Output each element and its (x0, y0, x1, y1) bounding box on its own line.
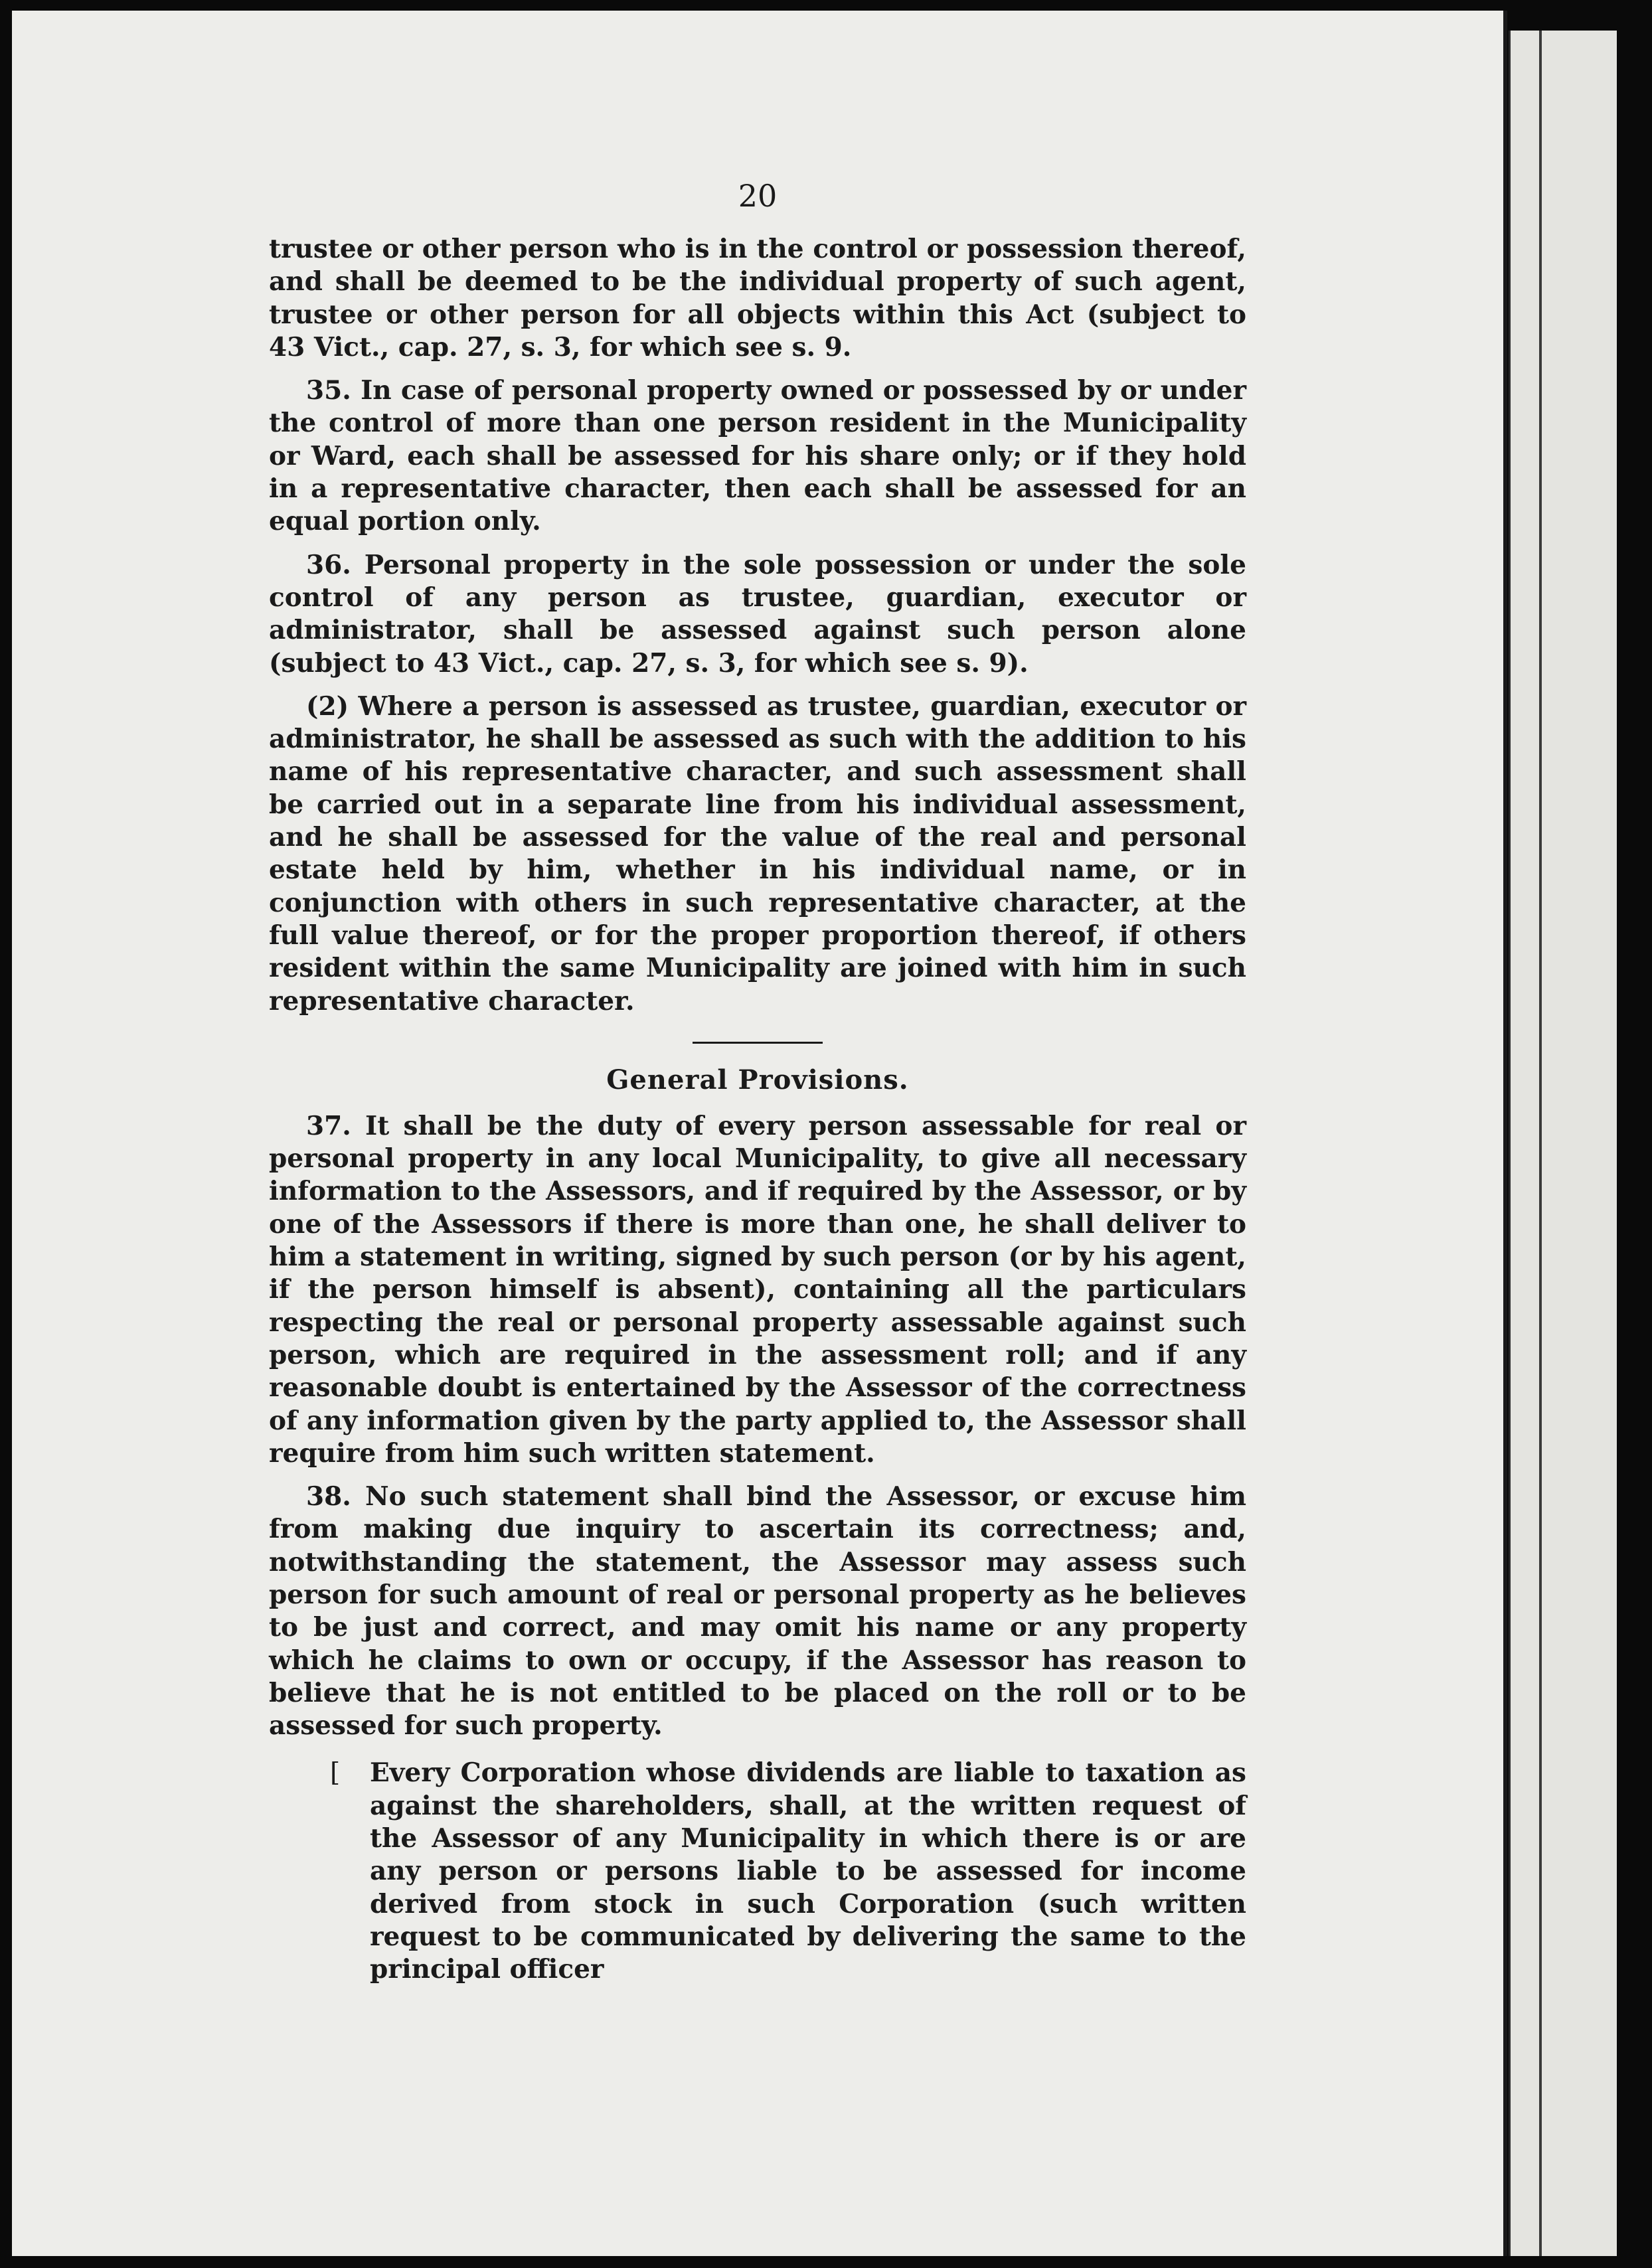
paragraph-section-35: 35. In case of personal property owned or possessed by or under the control of more than one person resident in the Municipality or Ward, each shall be assessed for his share only; or if they hold in a representative character, then each shall be assessed for an equal portion only. (269, 375, 1246, 537)
bracket-mark: [ (330, 1758, 341, 1789)
section-heading: General Provisions. (606, 1064, 909, 1095)
paragraph-section-37: 37. It shall be the duty of every person assessable for real or personal property in any local Municipality, to give all necessary information to the Assessors, and if required by the Assessor, or by one of the Assessors if there is more than one, he shall deliver to him a statement in writing, signed by such person (or by his agent, if the person himself is absent), containing all the particulars respecting the real or personal property assessable against such person, which are required in the assessment roll; and if any reasonable doubt is entertained by the Assessor of the correctness of any information given by the party applied to, the Assessor shall require from him such written statement. (269, 1110, 1246, 1469)
bracketed-paragraph (269, 1757, 1246, 1986)
section-divider (693, 1042, 823, 1044)
paragraph-section-38: 38. No such statement shall bind the Assessor, or excuse him from making due inquiry to ascertain its correctness; and, notwithstanding the statement, the Assessor may assess such person for such amount of real or personal property as he believes to be just and correct, and may omit his name or any property which he claims to own or occupy, if the Assessor has reason to believe that he is not entitled to be placed on the roll or to be assessed for such property. (269, 1481, 1246, 1742)
underlying-page-edge (1509, 31, 1617, 2256)
page-number: 20 (738, 178, 778, 214)
paragraph-continued: trustee or other person who is in the control or possession thereof, and shall be deemed to be the individual property of such agent, trustee or other person for all objects within this Act (subject to 43 Vict., cap. 27, s. 3, for which see s. 9. (269, 234, 1246, 363)
bracketed-paragraph-text: Every Corporation whose dividends are liable to taxation as against the shareholders, shall, at the written request of the Assessor of any Municipality in which there is or are any person or persons liable to be assessed for income derived from stock in such Corporation (such written request to be communicated by delivering the same to the principal officer (370, 1757, 1246, 1985)
paragraph-section-36: 36. Personal property in the sole possession or under the sole control of any person as trustee, guardian, executor or administrator, shall be assessed against such person alone (subject to 43 Vict., cap. 27, s. 3, for which see s. 9). (269, 549, 1246, 679)
page-text (269, 176, 1246, 1986)
page-edge-line (1539, 31, 1542, 2256)
paragraph-section-36-2: (2) Where a person is assessed as trustee, guardian, executor or administrator, he shall be assessed as such with the addition to his name of his representative character, and such assessment shall be carried out in a separate line from his individual assessment, and he shall be assessed for the value of the real and personal estate held by him, whether in his individual name, or in conjunction with others in such representative character, at the full value thereof, or for the proper proportion thereof, if others resident within the same Municipality are joined with him in such representative character. (269, 690, 1246, 1016)
